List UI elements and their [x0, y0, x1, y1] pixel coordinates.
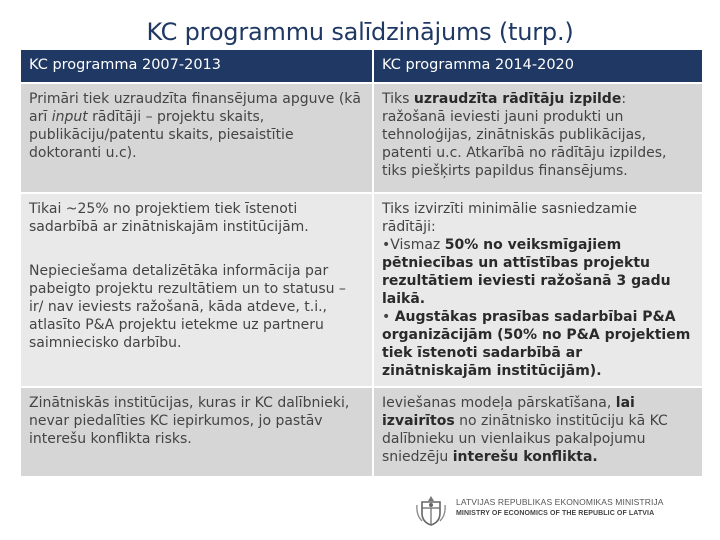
cell-row1-left	[20, 83, 373, 193]
text: Primāri tiek uzraudzīta finansējuma apguve (kā arī	[29, 91, 361, 125]
header-2007-2013: KC programma 2007-2013	[20, 49, 373, 83]
bold-text: uzraudzīta rādītāju izpilde	[413, 91, 622, 107]
cell-row3-right	[373, 387, 703, 477]
paragraph: Tikai ~25% no projektiem tiek īstenoti sadarbībā ar zinātniskajām institūcijām.	[29, 201, 309, 235]
table-row	[20, 387, 703, 477]
cell-row2-right	[373, 193, 703, 387]
bold-text: lai izvairītos	[382, 395, 635, 429]
table-header-row	[20, 49, 703, 83]
cell-row1-right	[373, 83, 703, 193]
bold-text: interešu konflikta.	[452, 449, 598, 465]
footer-ministry	[414, 491, 714, 531]
slide-title: KC programmu salīdzinājums (turp.)	[146, 18, 574, 46]
ministry-lv: LATVIJAS REPUBLIKAS EKONOMIKAS MINISTRIJA	[456, 497, 664, 507]
text: no zinātnisko institūciju kā KC dalībnieku un vienlaikus pakalpojumu sniedzēju	[382, 413, 668, 465]
paragraph: Tiks izvirzīti minimālie sasniedzamie rādītāji:	[382, 201, 637, 235]
text: •	[382, 309, 395, 325]
bold-text: Augstākas prasības sadarbībai P&A organizācijām (50% no P&A projektiem tiek īstenoti sadarbībā ar zinātniskajām institūcijām).	[382, 309, 691, 379]
bullet-2	[382, 308, 694, 380]
input-term: input	[51, 109, 88, 125]
text: Tiks	[382, 91, 414, 107]
cell-row3-left: Zinātniskās institūcijas, kuras ir KC dalībnieki, nevar piedalīties KC iepirkumos, jo pastāv interešu konflikta risks.	[20, 387, 373, 477]
text: : ražošanā ieviesti jauni produkti un tehnoloģijas, zinātniskās publikācijas, patenti u.c. Atkarībā no rādītāju izpildes, tiks piešķirts papildus finansējums.	[382, 91, 667, 179]
table-row	[20, 83, 703, 193]
bold-text: 50% no veiksmīgajiem pētniecības un attīstības projektu rezultātiem ieviesti ražošanā 3 gadu laikā.	[382, 237, 671, 307]
header-2014-2020: KC programma 2014-2020	[373, 49, 703, 83]
text: rādītāji – projektu skaits, publikāciju/patentu skaits, piesaistītie doktoranti u.c).	[29, 109, 294, 161]
cell-row2-left	[20, 193, 373, 387]
bullet-1	[382, 236, 694, 308]
paragraph: Nepieciešama detalizētāka informācija par pabeigto projektu rezultātiem un to statusu – ir/ nav ieviests ražošanā, kāda atdeve, t.i., atlasīto P&A projektu ietekme uz partneru saimniecisko darbību.	[29, 263, 346, 351]
ministry-name	[456, 496, 664, 520]
latvia-coat-of-arms-icon	[414, 493, 448, 527]
text: Ieviešanas modeļa pārskatīšana,	[382, 395, 616, 411]
text: •Vismaz	[382, 237, 445, 253]
table-row	[20, 193, 703, 387]
comparison-table	[19, 48, 704, 478]
spacer	[29, 236, 364, 262]
ministry-en: MINISTRY OF ECONOMICS OF THE REPUBLIC OF LATVIA	[456, 510, 655, 517]
